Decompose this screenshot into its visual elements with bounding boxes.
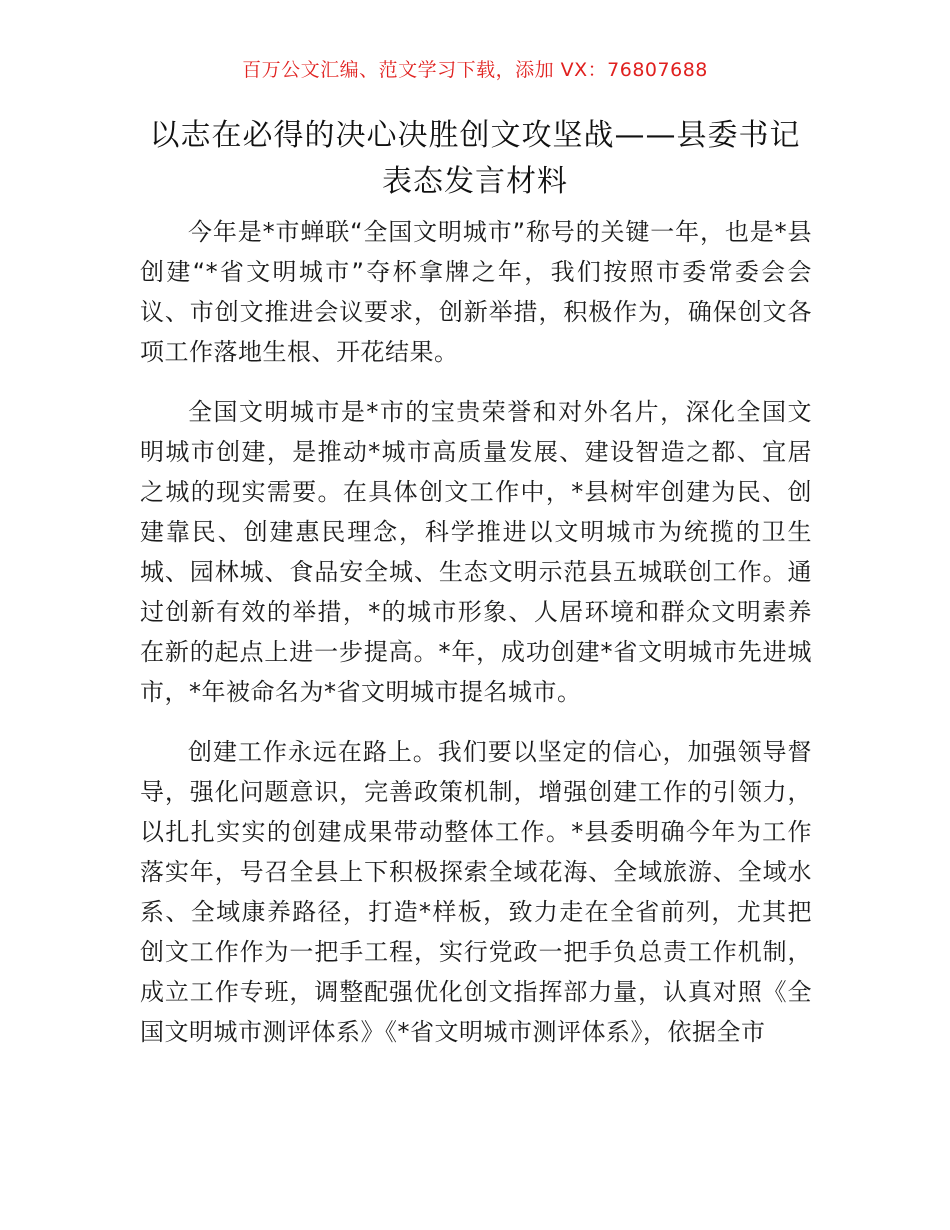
paragraph-1: 今年是*市蝉联“全国文明城市”称号的关键一年，也是*县创建“*省文明城市”夺杯拿牌之年，我们按照市委常委会会议、市创文推进会议要求，创新举措，积极作为，确保创文各项工作落地生根、开花结果。 (140, 218, 812, 366)
document-title: 以志在必得的决心决胜创文攻坚战——县委书记表态发言材料 (149, 118, 801, 199)
document-body (140, 212, 812, 1052)
paragraph-3: 创建工作永远在路上。我们要以坚定的信心，加强领导督导，强化问题意识，完善政策机制，增强创建工作的引领力，以扎扎实实的创建成果带动整体工作。*县委明确今年为工作落实年，号召全县上下积极探索全域花海、全域旅游、全域水系、全域康养路径，打造*样板，致力走在全省前列，尤其把创文工作作为一把手工程，实行党政一把手负总责工作机制，成立工作专班，调整配强优化创文指挥部力量，认真对照《全国文明城市测评体系》《*省文明城市测评体系》，依据全市 (140, 738, 812, 1046)
paragraph-2: 全国文明城市是*市的宝贵荣誉和对外名片，深化全国文明城市创建，是推动*城市高质量发展、建设智造之都、宜居之城的现实需要。在具体创文工作中，*县树牢创建为民、创建靠民、创建惠民理念，科学推进以文明城市为统揽的卫生城、园林城、食品安全城、生态文明示范县五城联创工作。通过创新有效的举措，*的城市形象、人居环境和群众文明素养在新的起点上进一步提高。*年，成功创建*省文明城市先进城市，*年被命名为*省文明城市提名城市。 (140, 398, 812, 706)
header-promo-note: 百万公文汇编、范文学习下载，添加 VX：76807688 (242, 59, 708, 81)
